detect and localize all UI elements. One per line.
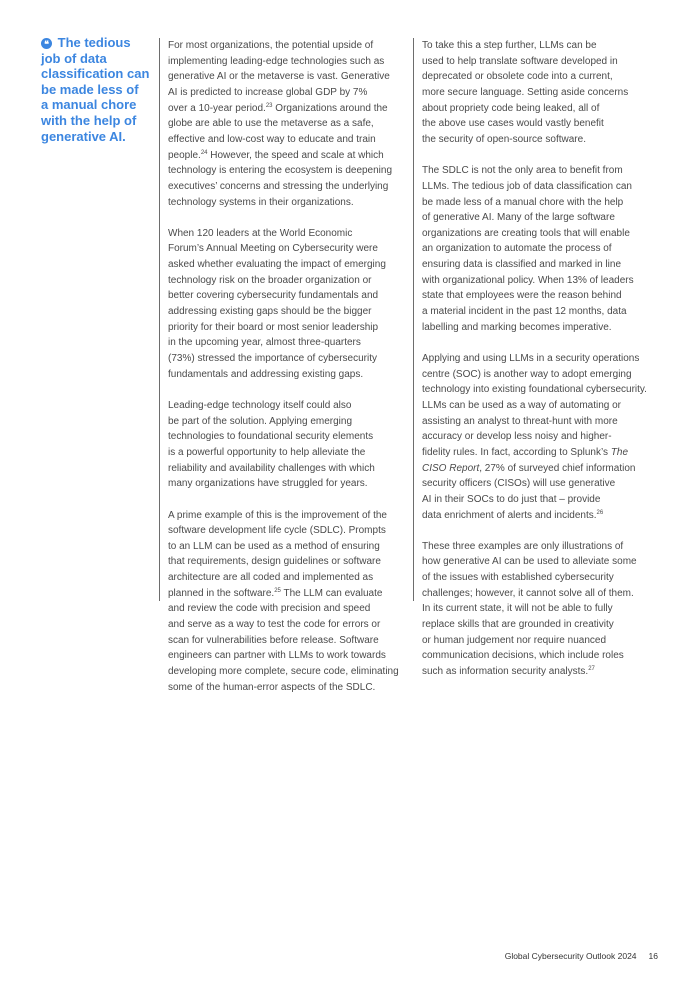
body-paragraph xyxy=(168,398,409,492)
text-line: scan for vulnerabilities before release. Software xyxy=(168,634,379,646)
text-line: assisting an analyst to threat-hunt with more xyxy=(422,415,618,427)
quote-icon: ❝ xyxy=(41,38,52,49)
text-line: engineers can partner with LLMs to work towards xyxy=(168,650,386,662)
body-paragraph xyxy=(168,226,409,383)
pull-quote-line: with the help of xyxy=(41,112,137,128)
text-column-2 xyxy=(413,38,663,678)
text-line: The SDLC is not the only area to benefit from xyxy=(422,165,623,177)
text-line: or human judgement nor require nuanced xyxy=(422,634,607,646)
text-line: state that employees were the reason behind xyxy=(422,290,622,302)
text-line: accuracy or develop less noisy and higher- xyxy=(422,431,612,443)
text-line: about propriety code being leaked, all of xyxy=(422,102,600,114)
text-line: deprecated or obsolete code into a current, xyxy=(422,71,613,83)
body-paragraph xyxy=(168,38,409,210)
text-line: Leading-edge technology itself could also xyxy=(168,399,352,411)
text-line: in the upcoming year, almost three-quarters xyxy=(168,337,361,349)
pull-quote-line: job of data xyxy=(41,50,107,66)
text-line: effective and low-cost way to educate and train xyxy=(168,133,376,145)
text-line: These three examples are only illustrations of xyxy=(422,540,624,552)
text-line: data enrichment of alerts and incidents.$^{26}$ xyxy=(422,509,604,521)
text-line: AI in their SOCs to do just that – provide xyxy=(422,493,601,505)
text-line: To take this a step further, LLMs can be xyxy=(422,40,597,51)
text-line: ensuring data is classified and marked in line xyxy=(422,259,621,271)
body-paragraph xyxy=(168,508,409,696)
footnote-reference: 25 xyxy=(274,587,281,594)
pull-quote-line: The tedious xyxy=(57,35,131,50)
text-line: and review the code with precision and speed xyxy=(168,603,371,615)
text-line: of the issues with established cybersecurity xyxy=(422,572,614,584)
text-line: the above use cases would vastly benefit xyxy=(422,118,604,130)
text-line: some of the human-error aspects of the SDLC. xyxy=(168,681,376,693)
text-line: communication decisions, which include roles xyxy=(422,650,624,662)
body-paragraph xyxy=(422,163,663,335)
text-line: centre (SOC) is another way to adopt emerging xyxy=(422,368,632,380)
text-line: better covering cybersecurity fundamentals and xyxy=(168,290,379,302)
pull-quote-line: classification can xyxy=(41,66,150,82)
text-line: many organizations have struggled for years. xyxy=(168,478,368,490)
text-line: over a 10-year period.$^{23}$ Organizations around the xyxy=(168,102,388,114)
footnote-reference: 26 xyxy=(596,509,604,516)
footnote-reference: 23 xyxy=(265,102,273,109)
text-line: people.$^{24}$ However, the speed and scale at which xyxy=(168,149,384,161)
text-line: addressing existing gaps should be the bigger xyxy=(168,306,372,318)
text-line: such as information security analysts.$^{27}$ xyxy=(422,666,595,678)
text-line: CISO Report, 27% of surveyed chief information xyxy=(422,462,636,474)
text-line: fundamentals and addressing existing gaps. xyxy=(168,368,364,380)
text-line: and serve as a way to test the code for errors or xyxy=(168,619,381,631)
text-line: reliability and availability challenges with which xyxy=(168,462,375,474)
text-line: A prime example of this is the improvement of the xyxy=(168,509,387,521)
text-column-1 xyxy=(159,38,409,693)
text-line: security officers (CISOs) will use generative xyxy=(422,478,616,490)
text-line: asked whether evaluating the impact of emerging xyxy=(168,259,386,271)
pull-quote xyxy=(41,35,153,144)
italic-title: CISO Report xyxy=(422,462,480,474)
text-line: be part of the solution. Applying emerging xyxy=(168,415,353,427)
text-line: with organizational policy. When 13% of leaders xyxy=(422,274,634,286)
text-line: planned in the software.$^{25}$ The LLM can evaluate xyxy=(168,587,383,599)
text-line: the security of open-source software. xyxy=(422,133,586,145)
pull-quote-line: be made less of xyxy=(41,81,139,97)
text-line: architecture are all coded and implemented as xyxy=(168,572,374,584)
text-line: be made less of a manual chore with the help xyxy=(422,196,624,208)
text-line: more secure language. Setting aside concerns xyxy=(422,86,629,98)
text-line: Forum’s Annual Meeting on Cybersecurity were xyxy=(168,243,378,255)
text-line: technology is entering the ecosystem is deepening xyxy=(168,165,393,177)
text-line: used to help translate software developed in xyxy=(422,55,618,67)
text-line: software development life cycle (SDLC). Prompts xyxy=(168,525,386,537)
text-line: globe are able to use the metaverse as a safe, xyxy=(168,118,374,130)
text-line: In its current state, it will not be able to fully xyxy=(422,603,613,615)
text-line: an organization to automate the process of xyxy=(422,243,612,255)
footnote-reference: 27 xyxy=(588,666,595,673)
footnote-reference: 24 xyxy=(200,149,208,156)
text-line: technology into existing foundational cybersecurity. xyxy=(422,384,647,396)
text-line: When 120 leaders at the World Economic xyxy=(168,227,353,239)
body-paragraph xyxy=(422,38,663,148)
text-line: to an LLM can be used as a method of ensuring xyxy=(168,540,380,552)
text-line: a material incident in the past 12 months, data xyxy=(422,306,627,318)
text-line: priority for their board or most senior leadership xyxy=(168,321,379,333)
page-footer xyxy=(505,951,658,961)
text-line: LLMs. The tedious job of data classification can xyxy=(422,180,632,192)
text-line: implementing leading-edge technologies such as xyxy=(168,55,385,67)
italic-title: The xyxy=(610,446,629,458)
pull-quote-line: a manual chore xyxy=(41,97,137,113)
pull-quote-line: generative AI. xyxy=(41,128,126,144)
text-line: technology systems in their organizations. xyxy=(168,196,354,208)
text-line: executives’ concerns and stressing the underlying xyxy=(168,180,389,192)
text-line: For most organizations, the potential upside of xyxy=(168,40,374,51)
text-line: generative AI or the metaverse is vast. Generative xyxy=(168,71,390,83)
text-line: Applying and using LLMs in a security operations xyxy=(422,353,640,364)
body-paragraph xyxy=(422,351,663,523)
text-line: labelling and marking becomes imperative. xyxy=(422,321,612,333)
text-line: organizations are creating tools that will enable xyxy=(422,227,630,239)
page-number: 16 xyxy=(648,951,658,961)
text-line: replace skills that are grounded in creativity xyxy=(422,619,614,631)
text-line: how generative AI can be used to alleviate some xyxy=(422,556,637,568)
text-line: of generative AI. Many of the large software xyxy=(422,212,615,224)
text-line: developing more complete, secure code, eliminating xyxy=(168,666,399,678)
text-line: is a powerful opportunity to help alleviate the xyxy=(168,446,366,458)
text-line: fidelity rules. In fact, according to Splunk’s The xyxy=(422,446,629,458)
text-line: technology risk on the broader organization or xyxy=(168,274,372,286)
text-line: LLMs can be used as a way of automating or xyxy=(422,399,622,411)
text-line: technologies to foundational security elements xyxy=(168,431,374,443)
text-line: challenges; however, it cannot solve all of them. xyxy=(422,587,634,599)
text-line: (73%) stressed the importance of cybersecurity xyxy=(168,353,377,365)
text-line: that requirements, design guidelines or software xyxy=(168,556,381,568)
publication-title: Global Cybersecurity Outlook 2024 xyxy=(504,951,637,961)
text-line: AI is predicted to increase global GDP by 7% xyxy=(168,86,368,98)
body-paragraph xyxy=(422,539,663,680)
